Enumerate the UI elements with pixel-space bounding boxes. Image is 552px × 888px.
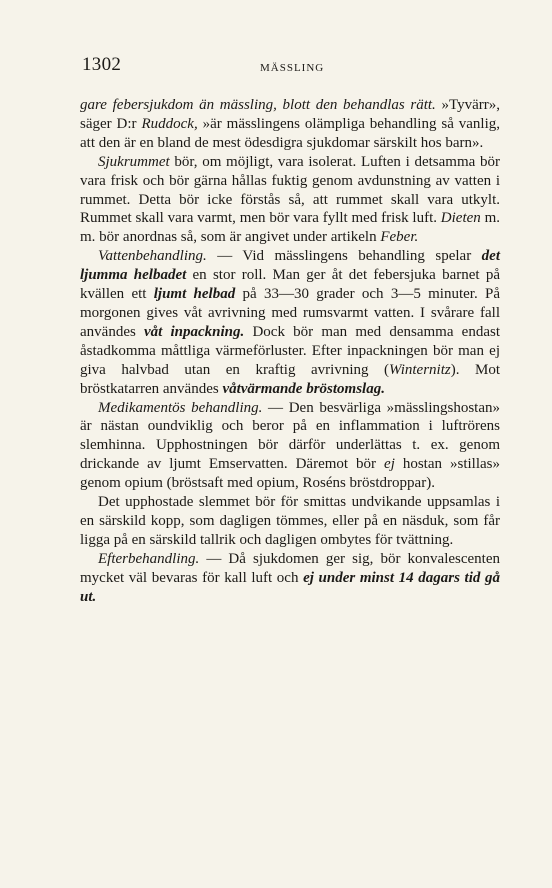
- emphasized-text: Sjukrummet: [98, 153, 170, 170]
- text-run: »är mässlingens olämpliga behandling så vanlig, att den är en bland de mest ödesdigra sjukdomar särskilt hos barn».: [80, 115, 500, 151]
- text-run: — Då sjukdomen ger sig, bör konvalescenten mycket väl bevaras för kall luft och: [80, 550, 500, 586]
- text-run: Dock bör man med densamma endast åstadkomma måttliga värmeförluster. Efter inpackningen bör man ej giva halvbad utan en kraftig avrivning (: [80, 323, 500, 378]
- emphasized-text: Feber.: [380, 229, 419, 246]
- text-run: ). Mot bröstkatarren användes: [80, 361, 500, 397]
- emphasized-text: Ruddock,: [141, 115, 198, 132]
- emphasized-text: ljumt helbad: [153, 286, 236, 303]
- emphasized-text: våt inpackning.: [144, 323, 245, 340]
- paragraph: [80, 493, 500, 550]
- emphasized-text: våtvärmande bröstomslag.: [222, 380, 385, 397]
- text-run: Det upphostade slemmet bör för smittas undvikande uppsamlas i en särskild kopp, som dagligen tömmes, eller på en näsduk, som får ligga på en särskild tallrik och dagligen ombytes för tvättning.: [80, 494, 500, 548]
- paragraph: [80, 399, 500, 494]
- text-run: — Vid mässlingens behandling spelar: [206, 248, 482, 265]
- text-run: m. m. bör anordnas så, som är angivet under artikeln: [80, 210, 500, 246]
- text-run: »Tyvärr», säger D:r: [80, 97, 500, 132]
- emphasized-text: Vattenbehandling.: [98, 248, 207, 265]
- body-text: [80, 96, 500, 606]
- text-run: hostan »stillas» genom opium (bröstsaft med opium, Roséns bröstdroppar).: [80, 456, 500, 492]
- text-run: en stor roll. Man ger åt det febersjuka barnet på kvällen ett: [80, 267, 500, 303]
- paragraph: [80, 247, 500, 398]
- paragraph: [80, 96, 500, 153]
- paragraph: [80, 153, 500, 248]
- running-head: MÄSSLING: [260, 62, 325, 74]
- emphasized-text: ej under minst 14 dagars tid gå ut.: [80, 569, 500, 605]
- emphasized-text: Medikamentös behandling.: [98, 399, 263, 416]
- emphasized-text: gare febersjukdom än mässling, blott den behandlas rätt.: [80, 97, 436, 113]
- text-run: på 33—30 grader och 3—5 minuter. På morgonen gives våt avrivning med rumsvarmt vatten. I svårare fall användes: [80, 286, 500, 340]
- emphasized-text: Efterbehandling.: [98, 550, 200, 567]
- page-number: 1302: [82, 54, 122, 75]
- emphasized-text: Winternitz: [389, 361, 451, 378]
- emphasized-text: ej: [384, 456, 395, 473]
- emphasized-text: det ljumma helbadet: [80, 248, 500, 284]
- emphasized-text: Dieten: [440, 210, 481, 227]
- text-run: bör, om möjligt, vara isolerat. Luften i detsamma bör vara frisk och bör gärna hållas fuktig genom avdunstning av vatten i rummet. Detta bör icke förstås så, att rummet skall vara utkylt. Rummet skall vara varmt, men bör vara fyllt med frisk luft.: [80, 153, 500, 227]
- text-run: — Den besvärliga »mässlingshostan» är nästan oundviklig och beror på en inflammation i luftrörens slemhinna. Upphostningen bör därför underlättas t. ex. genom drickande av ljumt Emservatten. Däremot bör: [80, 399, 501, 473]
- paragraph: [80, 550, 500, 607]
